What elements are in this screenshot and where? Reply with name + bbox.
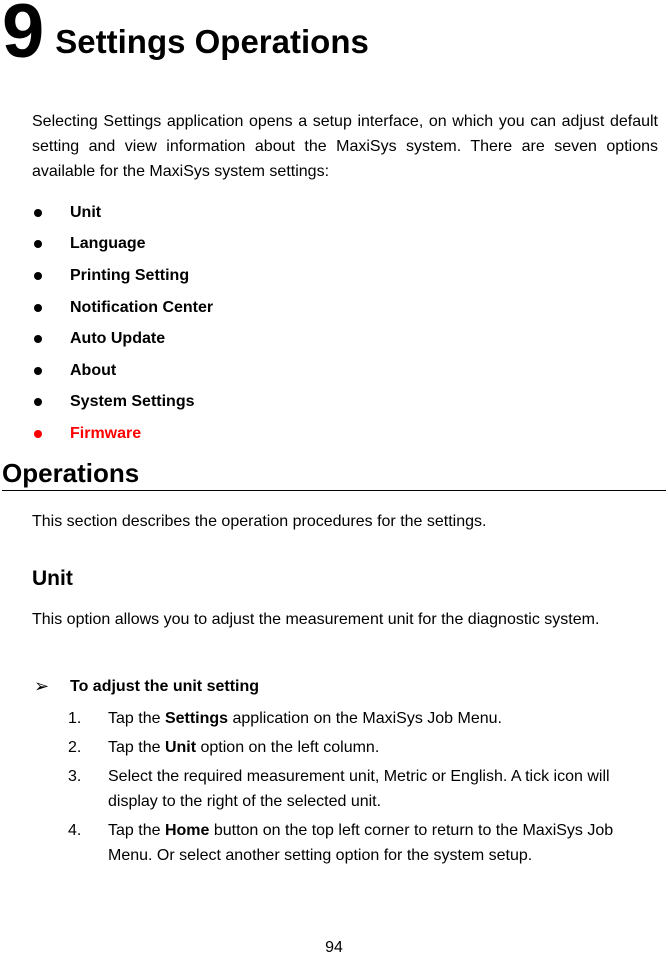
option-label: Printing Setting: [70, 266, 190, 284]
option-unit: [32, 197, 213, 229]
bullet-dot-icon: [34, 209, 42, 217]
option-label: Firmware: [70, 424, 142, 442]
chapter-number: 9: [2, 0, 45, 74]
option-auto-update: [32, 323, 213, 355]
chapter-heading: [2, 0, 369, 74]
bullet-dot-icon: [34, 240, 42, 248]
bullet-dot-icon: [34, 367, 42, 375]
step-number: 4.: [68, 822, 82, 839]
bullet-dot-icon: [34, 430, 42, 438]
bullet-dot-icon: [34, 272, 42, 280]
operations-heading: Operations: [2, 456, 666, 491]
procedure-title-text: To adjust the unit setting: [70, 677, 260, 695]
step-emphasis: Unit: [164, 739, 197, 756]
step-text: Tap the Home button on the top left corner to return to the MaxiSys Job Menu. Or select another setting option for the system setup.: [108, 822, 614, 864]
step-number: 3.: [68, 768, 82, 785]
option-language: [32, 229, 213, 261]
option-label: Auto Update: [70, 330, 166, 348]
intro-paragraph: Selecting Settings application opens a setup interface, on which you can adjust default setting and view information about the MaxiSys system. There are seven options available for the MaxiSys system settings:: [32, 113, 658, 180]
option-label: Language: [70, 235, 146, 253]
option-label: System Settings: [70, 393, 195, 411]
unit-heading: Unit: [32, 567, 73, 590]
bullet-dot-icon: [34, 398, 42, 406]
step-number: 1.: [68, 710, 82, 727]
procedure-title: [34, 676, 259, 697]
step-text: Tap the Unit option on the left column.: [108, 739, 380, 756]
step-item: [68, 735, 662, 760]
unit-description: This option allows you to adjust the measurement unit for the diagnostic system.: [32, 611, 600, 628]
bullet-dot-icon: [34, 335, 42, 343]
option-about: [32, 355, 213, 387]
chapter-title: Settings Operations: [55, 23, 369, 60]
arrow-bullet-icon: ➢: [34, 676, 50, 696]
step-item: [68, 764, 662, 814]
option-label: Unit: [70, 203, 102, 221]
step-item: [68, 818, 662, 868]
option-label: About: [70, 361, 117, 379]
step-emphasis: Settings: [164, 710, 229, 727]
step-number: 2.: [68, 739, 82, 756]
page-number: 94: [325, 939, 343, 956]
bullet-dot-icon: [34, 304, 42, 312]
option-system-settings: [32, 387, 213, 419]
procedure-steps: [68, 706, 662, 872]
option-firmware: [32, 418, 213, 450]
operations-description: This section describes the operation procedures for the settings.: [32, 513, 487, 530]
step-text: Tap the Settings application on the MaxiSys Job Menu.: [108, 710, 502, 727]
step-text: Select the required measurement unit, Metric or English. A tick icon will display to the right of the selected unit.: [108, 768, 610, 810]
option-label: Notification Center: [70, 298, 214, 316]
settings-options-list: [32, 197, 213, 450]
step-item: [68, 706, 662, 731]
step-emphasis: Home: [164, 822, 210, 839]
option-notification-center: [32, 292, 213, 324]
option-printing-setting: [32, 260, 213, 292]
